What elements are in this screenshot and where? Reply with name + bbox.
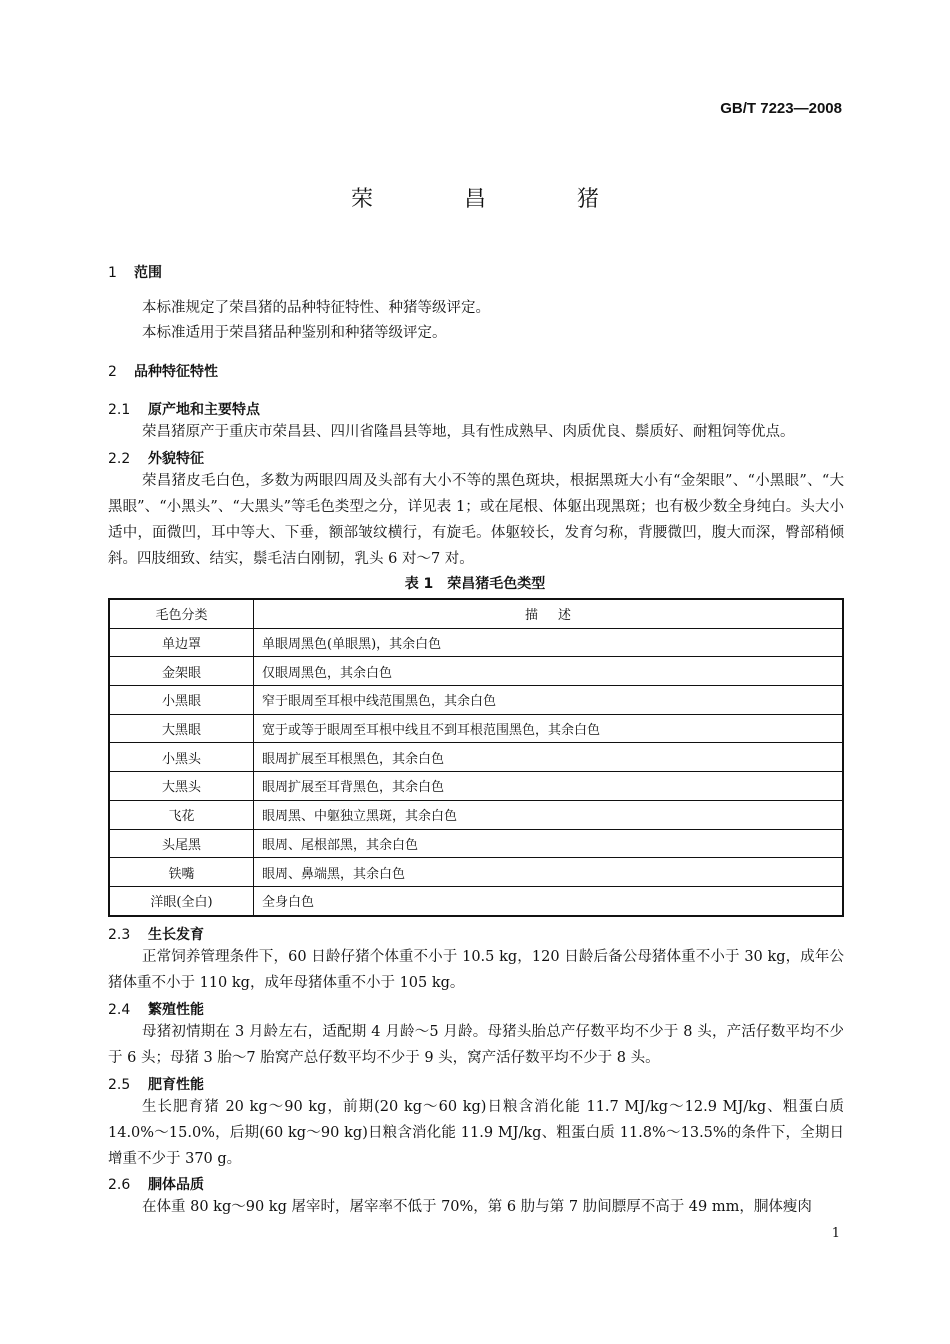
- table-cell-type: 头尾黑: [109, 829, 254, 858]
- section-number: 2.1: [108, 402, 131, 418]
- section-title: 范围: [134, 265, 162, 281]
- table-cell-description: 仅眼周黑色，其余白色: [254, 657, 844, 686]
- section-number: 2.5: [108, 1077, 131, 1093]
- table-cell-description: 全身白色: [254, 886, 844, 915]
- section-title: 原产地和主要特点: [148, 402, 260, 418]
- section-1-heading: [108, 262, 162, 282]
- scope-line-2: 本标准适用于荣昌猪品种鉴别和种猪等级评定。: [142, 325, 447, 341]
- section-2-1-text: 荣昌猪原产于重庆市荣昌县、四川省隆昌县等地，具有性成熟早、肉质优良、鬃质好、耐粗饲等优点。: [142, 424, 795, 440]
- section-number: 2: [108, 364, 117, 380]
- scope-line-1: 本标准规定了荣昌猪的品种特征特性、种猪等级评定。: [142, 300, 490, 316]
- table-cell-description: 窄于眼周至耳根中线范围黑色，其余白色: [254, 686, 844, 715]
- table-cell-type: 金架眼: [109, 657, 254, 686]
- section-number: 2.6: [108, 1177, 131, 1193]
- table-header-type: 毛色分类: [109, 599, 254, 628]
- table-cell-type: 小黑头: [109, 743, 254, 772]
- section-number: 1: [108, 265, 117, 281]
- table-cell-type: 大黑眼: [109, 714, 254, 743]
- table-cell-description: 眼周扩展至耳背黑色，其余白色: [254, 772, 844, 801]
- table-cell-type: 单边罩: [109, 628, 254, 657]
- table-row: [109, 772, 843, 801]
- section-number: 2.3: [108, 927, 131, 943]
- table-row: [109, 657, 843, 686]
- standard-code: GB/T 7223—2008: [720, 100, 842, 117]
- table-row: [109, 829, 843, 858]
- table-header-row: [109, 599, 843, 628]
- section-2-6-text: 在体重 80 kg～90 kg 屠宰时，屠宰率不低于 70%，第 6 肋与第 7 肋间膘厚不高于 49 mm，胴体瘦肉: [142, 1199, 812, 1215]
- table-row: [109, 800, 843, 829]
- table-caption: 表 1 荣昌猪毛色类型: [404, 576, 546, 592]
- section-title: 品种特征特性: [134, 364, 218, 380]
- table-cell-type: 小黑眼: [109, 686, 254, 715]
- table-row: [109, 743, 843, 772]
- table-cell-type: 大黑头: [109, 772, 254, 801]
- section-2-4-text: 母猪初情期在 3 月龄左右，适配期 4 月龄～5 月龄。母猪头胎总产仔数平均不少于 8 头，产活仔数平均不少于 6 头；母猪 3 胎～7 胎窝产总仔数平均不少于 9 头，窝产活仔数平均不少于 8 头。: [108, 1024, 844, 1066]
- section-2-2-text: 荣昌猪皮毛白色，多数为两眼四周及头部有大小不等的黑色斑块，根据黑斑大小有“金架眼”、“小黑眼”、“大黑眼”、“小黑头”、“大黑头”等毛色类型之分，详见表 1；或在尾根、体躯出现黑斑；也有极少数全身纯白。头大小适中，面微凹，耳中等大、下垂，额部皱纹横行，有旋毛。体躯较长，发育匀称，背腰微凹，腹大而深，臀部稍倾斜。四肢细致、结实，鬃毛洁白刚韧，乳头 6 对～7 对。: [108, 473, 844, 567]
- section-2-6-heading: [108, 1174, 204, 1194]
- table-cell-description: 单眼周黑色(单眼黑)，其余白色: [254, 628, 844, 657]
- table-cell-description: 眼周、尾根部黑，其余白色: [254, 829, 844, 858]
- table-cell-type: 铁嘴: [109, 858, 254, 887]
- section-2-1-heading: [108, 399, 260, 419]
- section-2-2-heading: [108, 448, 204, 468]
- section-2-heading: [108, 361, 218, 381]
- section-2-3-text: 正常饲养管理条件下，60 日龄仔猪个体重不小于 10.5 kg，120 日龄后备公母猪体重不小于 30 kg，成年公猪体重不小于 110 kg，成年母猪体重不小于 105 kg。: [108, 949, 844, 991]
- section-title: 繁殖性能: [148, 1002, 204, 1018]
- section-2-5-text: 生长肥育猪 20 kg～90 kg，前期(20 kg～60 kg)日粮含消化能 11.7 MJ/kg～12.9 MJ/kg、粗蛋白质 14.0%～15.0%，后期(60 kg～90 kg)日粮含消化能 11.9 MJ/kg、粗蛋白质 11.8%～13.5%的条件下，全期日增重不少于 370 g。: [108, 1099, 844, 1167]
- table-header-description: 描述: [254, 599, 844, 628]
- table-row: [109, 858, 843, 887]
- section-title: 胴体品质: [148, 1177, 204, 1193]
- section-number: 2.2: [108, 451, 131, 467]
- section-title: 外貌特征: [148, 451, 204, 467]
- section-2-5-heading: [108, 1074, 204, 1094]
- section-2-4-heading: [108, 999, 204, 1019]
- table-cell-description: 眼周、鼻端黑，其余白色: [254, 858, 844, 887]
- table-cell-type: 飞花: [109, 800, 254, 829]
- table-row: [109, 628, 843, 657]
- table-cell-description: 眼周扩展至耳根黑色，其余白色: [254, 743, 844, 772]
- document-title: 荣 昌 猪: [351, 187, 641, 212]
- table-cell-type: 洋眼(全白): [109, 886, 254, 915]
- section-number: 2.4: [108, 1002, 131, 1018]
- section-title: 生长发育: [148, 927, 204, 943]
- coat-color-table: [108, 598, 844, 917]
- table-row: [109, 686, 843, 715]
- table-cell-description: 宽于或等于眼周至耳根中线且不到耳根范围黑色，其余白色: [254, 714, 844, 743]
- section-2-3-heading: [108, 924, 204, 944]
- page-number: 1: [831, 1226, 840, 1241]
- section-title: 肥育性能: [148, 1077, 204, 1093]
- table-row: [109, 714, 843, 743]
- table-cell-description: 眼周黑、中躯独立黑斑，其余白色: [254, 800, 844, 829]
- table-row: [109, 886, 843, 915]
